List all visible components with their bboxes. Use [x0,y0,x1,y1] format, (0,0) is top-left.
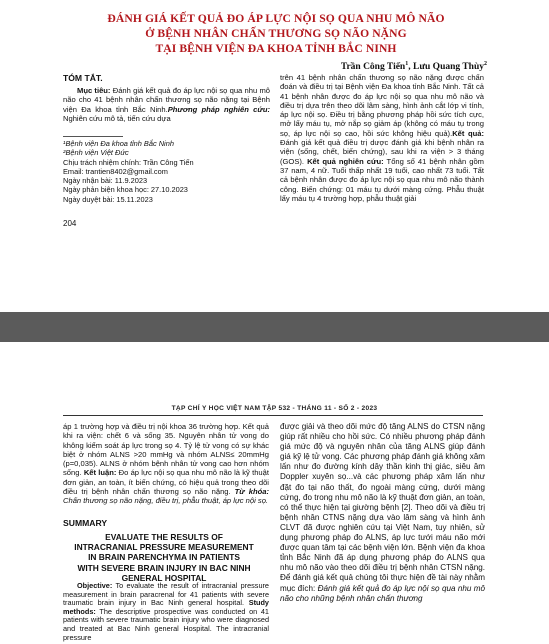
author-1-sup: 1 [405,61,409,67]
affiliation-2: ²Bệnh viện Việt Đức [63,148,129,158]
intro-right-column [280,422,485,604]
tomtat-heading: TÓM TẮT. [63,73,103,83]
muc-tieu-label: Mục tiêu: [77,86,111,95]
ppnc-text: Nghiên cứu mô tả, tiến cứu dựa [63,113,171,123]
objective-text: To evaluate the result of intracranial pressure measurement in brain paracrenal for 41 patients with severe traumatic brain injury in Bac Ninh general hospital. [63,581,269,608]
ppnc-label: Phương pháp nghiên cứu: [167,104,270,114]
received-date: Ngày nhận bài: 11.9.2023 [63,176,148,186]
author-1: Trần Công Tiến [340,62,406,73]
page-204 [0,0,549,312]
page-gap [0,312,549,342]
vn-title-line-3: TẠI BỆNH VIỆN ĐA KHOA TỈNH BẮC NINH [155,42,397,55]
approved-date: Ngày duyệt bài: 15.11.2023 [63,194,153,204]
authors [341,61,487,72]
vn-title-line-1: ĐÁNH GIÁ KẾT QUẢ ĐO ÁP LỰC NỘI SỌ QUA NHU MÔ NÃO [107,12,445,25]
vn-right-text-b: Đánh giá kết quả điều trị dược đánh giá khi bệnh nhân ra viện (sống, chết, biến chứng), sau khi ra viện > 3 tháng (GOS). [280,138,484,166]
en-title-line-2: INTRACRANIAL PRESSURE MEASUREMENT [74,542,254,553]
page-number: 204 [63,219,77,228]
intro-text-b: Đánh giá kết quả đo áp lực nội sọ qua nhu mô não cho những bệnh nhân chấn thương [280,583,485,603]
muc-tieu-text: Đánh giá kết quả đo áp lực nội sọ qua nhu mô não cho 41 bệnh nhân chấn thương sọ não nặng tại Bệnh viện Đa khoa tỉnh Bắc Ninh. [63,86,270,114]
ket-qua-nc-label: Kết quả nghiên cứu: [307,156,384,166]
en-title-line-4: WITH SEVERE BRAIN INJURY IN BAC NINH [77,562,251,573]
methods-label: Study methods: [63,598,269,616]
page-205 [0,342,549,644]
methods-text: The descriptive prospective was conducted on 41 patients with severe traumatic brain injury who were diagnosed and treated at Bac Ninh general Hospital. The intracranial pressure [63,606,269,642]
vn-right-text-c: Tổng số 41 bệnh nhân gồm 37 nam, 4 nữ. Tuổi thấp nhất 19 tuổi, cao nhất 73 tuổi. Tất cả bệnh nhân được đo áp lực nội sọ qua nhu mô não thành công. Biến chứng: 01 máu tụ dưới màng cứng. Phẫu thuật lấy máu tụ 4 trường hợp, phẫu thuật giải [280,156,485,203]
author-2-sup: 2 [484,61,487,67]
intro-text-a: được giải và theo dõi mức độ tăng ALNS do CTSN nặng giúp rất nhiều cho hồi sức. Có nhiều phương pháp đánh giá mức độ và nguyên nhân của tăng ALNS giúp đánh giá kỹ lệ tử vong. Các phương pháp đánh giá không xâm lấn như đo đường kính dây thần kinh thị giác, siêu âm Doppler xuyên sọ...và các phương pháp xâm lấn như đặt đo tại não thất, đo ngoài màng cứng, dưới màng cứng, đo trong nhu mô não là kỹ thuật đơn giản, an toàn, có thể thực hiện tại giường bệnh [2]. Theo dõi và điều trị bệnh nhân CTNS nặng dựa vào lâm sàng và hình ảnh CLVT đã được nghiên cứu tại Việt Nam, tuy nhiên, sử dụng phương pháp đo ALNS, áp lực tưới máu não mới được quan tâm tại các bệnh viện lớn. Bệnh viện đa khoa tỉnh Bắc Ninh đã áp dụng phương pháp đo ALNS qua nhu mô não vào theo dõi điều trị bệnh nhân CTSN nặng. Để đánh giá kết quả chúng tôi thực hiện đề tài này nhằm mục đích: [280,422,485,593]
abstract-en [63,582,269,642]
vn-left-text-b: Đo áp lực nội sọ qua nhu mô não là kỹ thuật đơn giản, an toàn, ít biến chứng, có hiệu quả trong theo dõi điều trị bệnh nhân chấn thương sọ não nặng. [63,468,269,497]
author-separator: , [408,62,413,73]
vn-left-text-a: áp 1 trường hợp và điều trị nội khoa 36 trường hợp. Kết quả khi ra viện: chết 6 và sống 35. Nguyên nhân tử vong do không kiểm soát áp lực trong sọ 4. Tỷ lệ tử vong có sự khác biệt ở nhóm ALNS >20 mmHg và nhóm ALNS≤ 20mmHg (p=0,035). ALNS ở nhóm bệnh nhân tử vong cao hơn nhóm sống. [63,422,269,478]
ket-qua-label: Kết quả: [452,128,485,138]
objective-label: Objective: [77,581,113,590]
corresponding-author: Chịu trách nhiệm chính: Trần Công Tiến [63,157,194,167]
article-meta [63,139,194,204]
tu-khoa-label: Từ khóa: [234,487,269,497]
vn-title-line-2: Ở BỆNH NHÂN CHẤN THƯƠNG SỌ NÃO NẶNG [145,27,407,40]
en-title-line-5: GENERAL HOSPITAL [121,572,207,583]
ket-luan-label: Kết luận: [83,468,117,478]
vn-right-text-a: trên 41 bệnh nhân chấn thương sọ não nặng được chẩn đoán và điều trị tại Bệnh viện Đa khoa tỉnh Bắc Ninh. Tất cả 41 bệnh nhân được đo áp lực nội sọ qua nhu mô não và điều trị dựa trên theo dõi lâm sàng, hình ảnh cắt lớp vi tính, áp lực nội sọ. Điều trị bằng phương pháp hồi sức tích cực, mở lấy máu tụ, mở nắp sọ giảm áp (không có máu tụ trong sọ, áp lực nội sọ cao, hồi sức không hiệu quả). [280,73,484,138]
author-2: Lưu Quang Thùy [412,62,484,73]
tu-khoa-text: Chấn thương sọ não nặng, điều trị, phẫu thuật, áp lực nội sọ. [63,496,269,506]
header-rule [63,415,483,416]
abstract-vn-left [63,86,270,123]
journal-header: TẠP CHÍ Y HỌC VIỆT NAM TẬP 532 - THÁNG 11 - SỐ 2 - 2023 [171,405,378,412]
en-title-line-1: EVALUATE THE RESULTS OF [105,532,223,542]
footnote-rule [63,136,123,137]
en-title [63,532,265,583]
summary-heading: SUMMARY [63,518,108,528]
en-title-line-3: IN BRAIN PARENCHYMA IN PATIENTS [88,552,240,563]
reviewed-date: Ngày phản biện khoa học: 27.10.2023 [63,185,188,195]
abstract-vn-right [280,73,484,203]
abstract-vn-continued [63,422,269,506]
email: Email: trantien8402@gmail.com [63,166,168,176]
affiliation-1: ¹Bệnh viện Đa khoa tỉnh Bắc Ninh [63,139,174,148]
